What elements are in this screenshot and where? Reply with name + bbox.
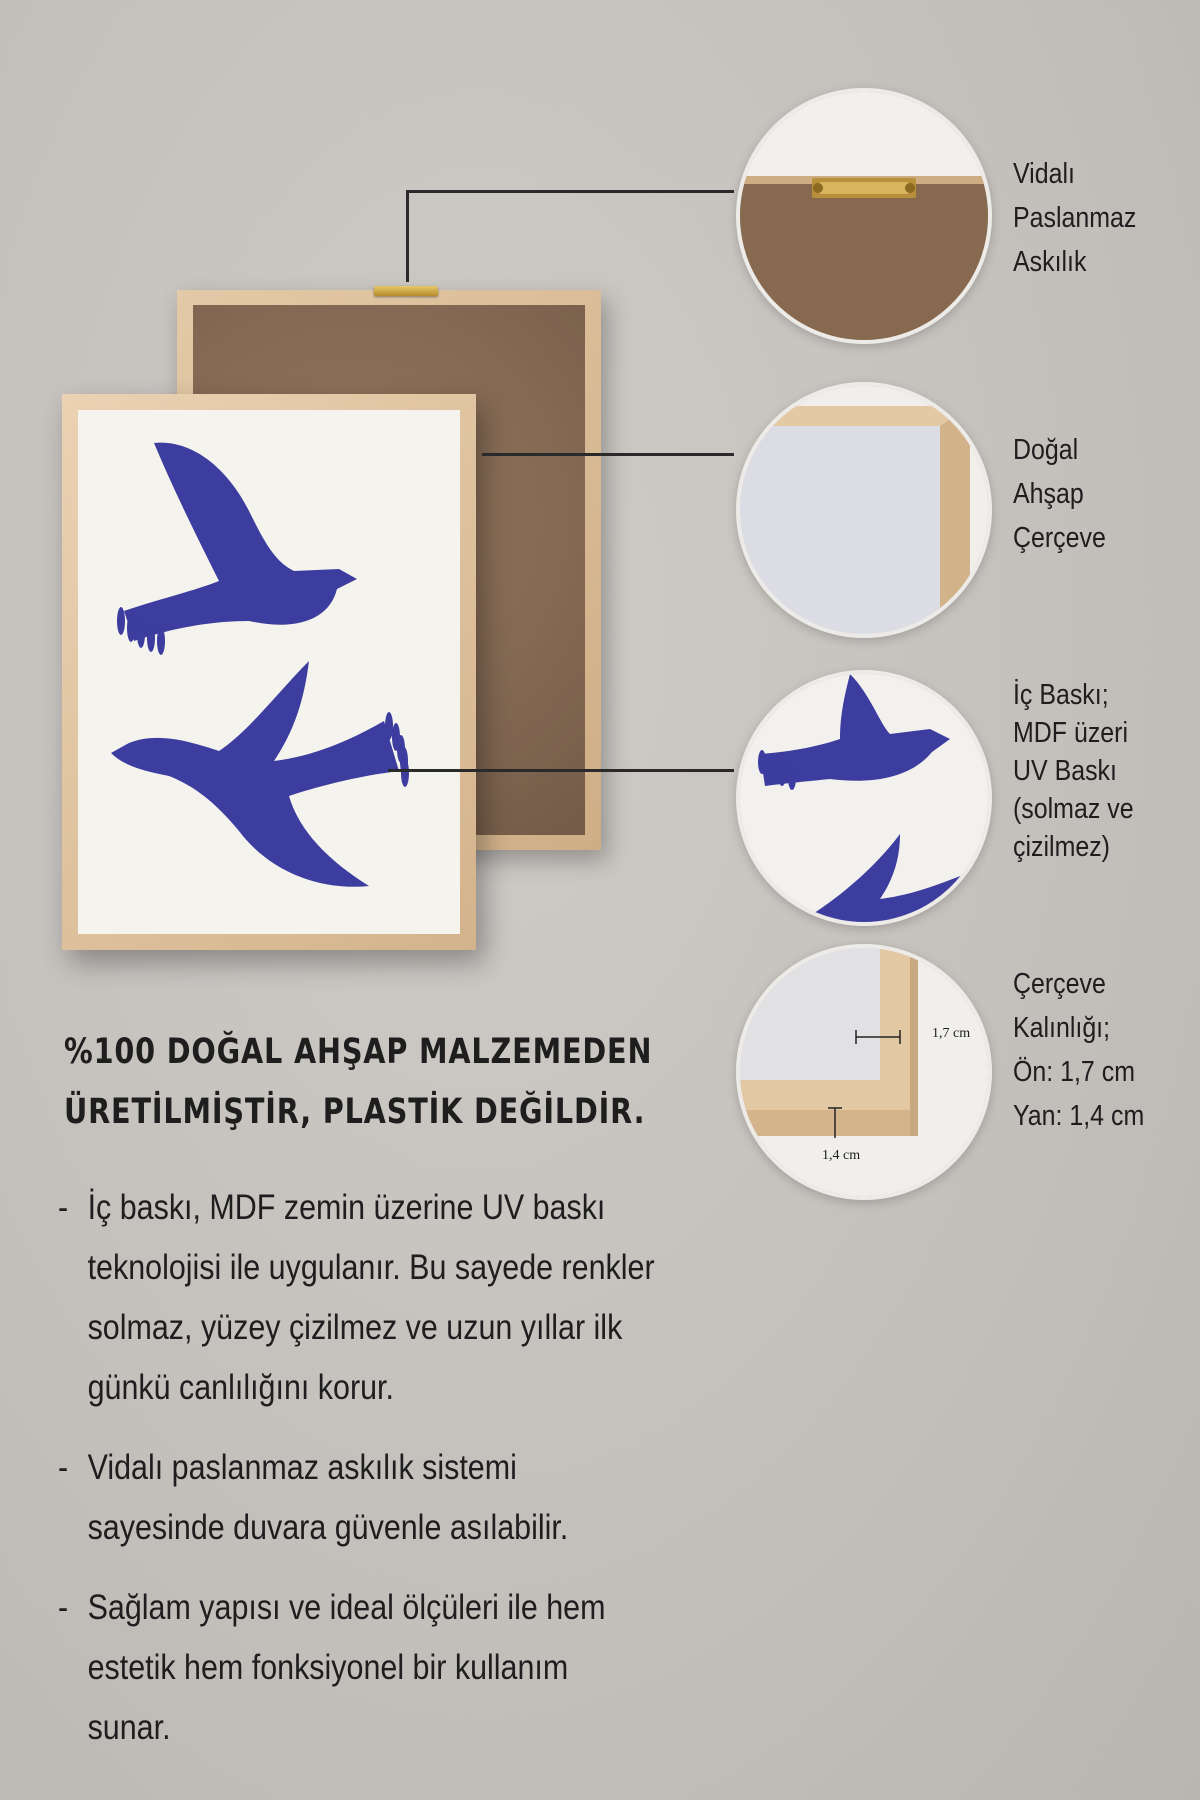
feature-bullet-list [58,1178,754,1778]
lower-bird-icon [111,661,399,887]
connector-print [388,769,734,772]
hanger-icon [374,286,438,296]
bullet-hanger: - Vidalı paslanmaz askılık sistemi sayesinde duvara güvenle asılabilir. [58,1448,569,1547]
caption-hanger: Vidalı Paslanmaz Askılık [1013,158,1137,278]
frame-front-view [62,394,476,950]
wood-frame-detail-circle [736,382,992,638]
bullet-uv-print: - İç baskı, MDF zemin üzerine UV baskı teknolojisi ile uygulanır. Bu sayede renkler solmaz, yüzey çizilmez ve uzun yıllar ilk günkü canlılığını korur. [58,1188,655,1407]
front-thickness-label: 1,7 cm [932,1026,971,1041]
connector-hanger-horizontal [406,190,734,193]
print-detail-circle [736,670,992,926]
blue-birds-artwork [99,431,439,913]
side-thickness-label: 1,4 cm [822,1148,861,1163]
connector-hanger-vertical [406,190,409,282]
connector-frame [482,453,734,456]
caption-thickness: Çerçeve Kalınlığı; Ön: 1,7 cm Yan: 1,4 cm [1013,968,1145,1132]
artwork-mat [78,410,460,934]
headline: %100 DOĞAL AHŞAP MALZEMEDEN ÜRETİLMİŞTİR, PLASTİK DEĞİLDİR. [64,1032,653,1132]
thickness-detail-circle [736,944,992,1200]
caption-print: İç Baskı; MDF üzeri UV Baskı (solmaz ve çizilmez) [1013,679,1134,863]
upper-bird-icon [124,443,357,641]
bullet-durable: - Sağlam yapısı ve ideal ölçüleri ile hem estetik hem fonksiyonel bir kullanım sunar. [58,1588,606,1747]
hanger-detail-circle [736,88,992,344]
caption-wood-frame: Doğal Ahşap Çerçeve [1013,434,1106,554]
